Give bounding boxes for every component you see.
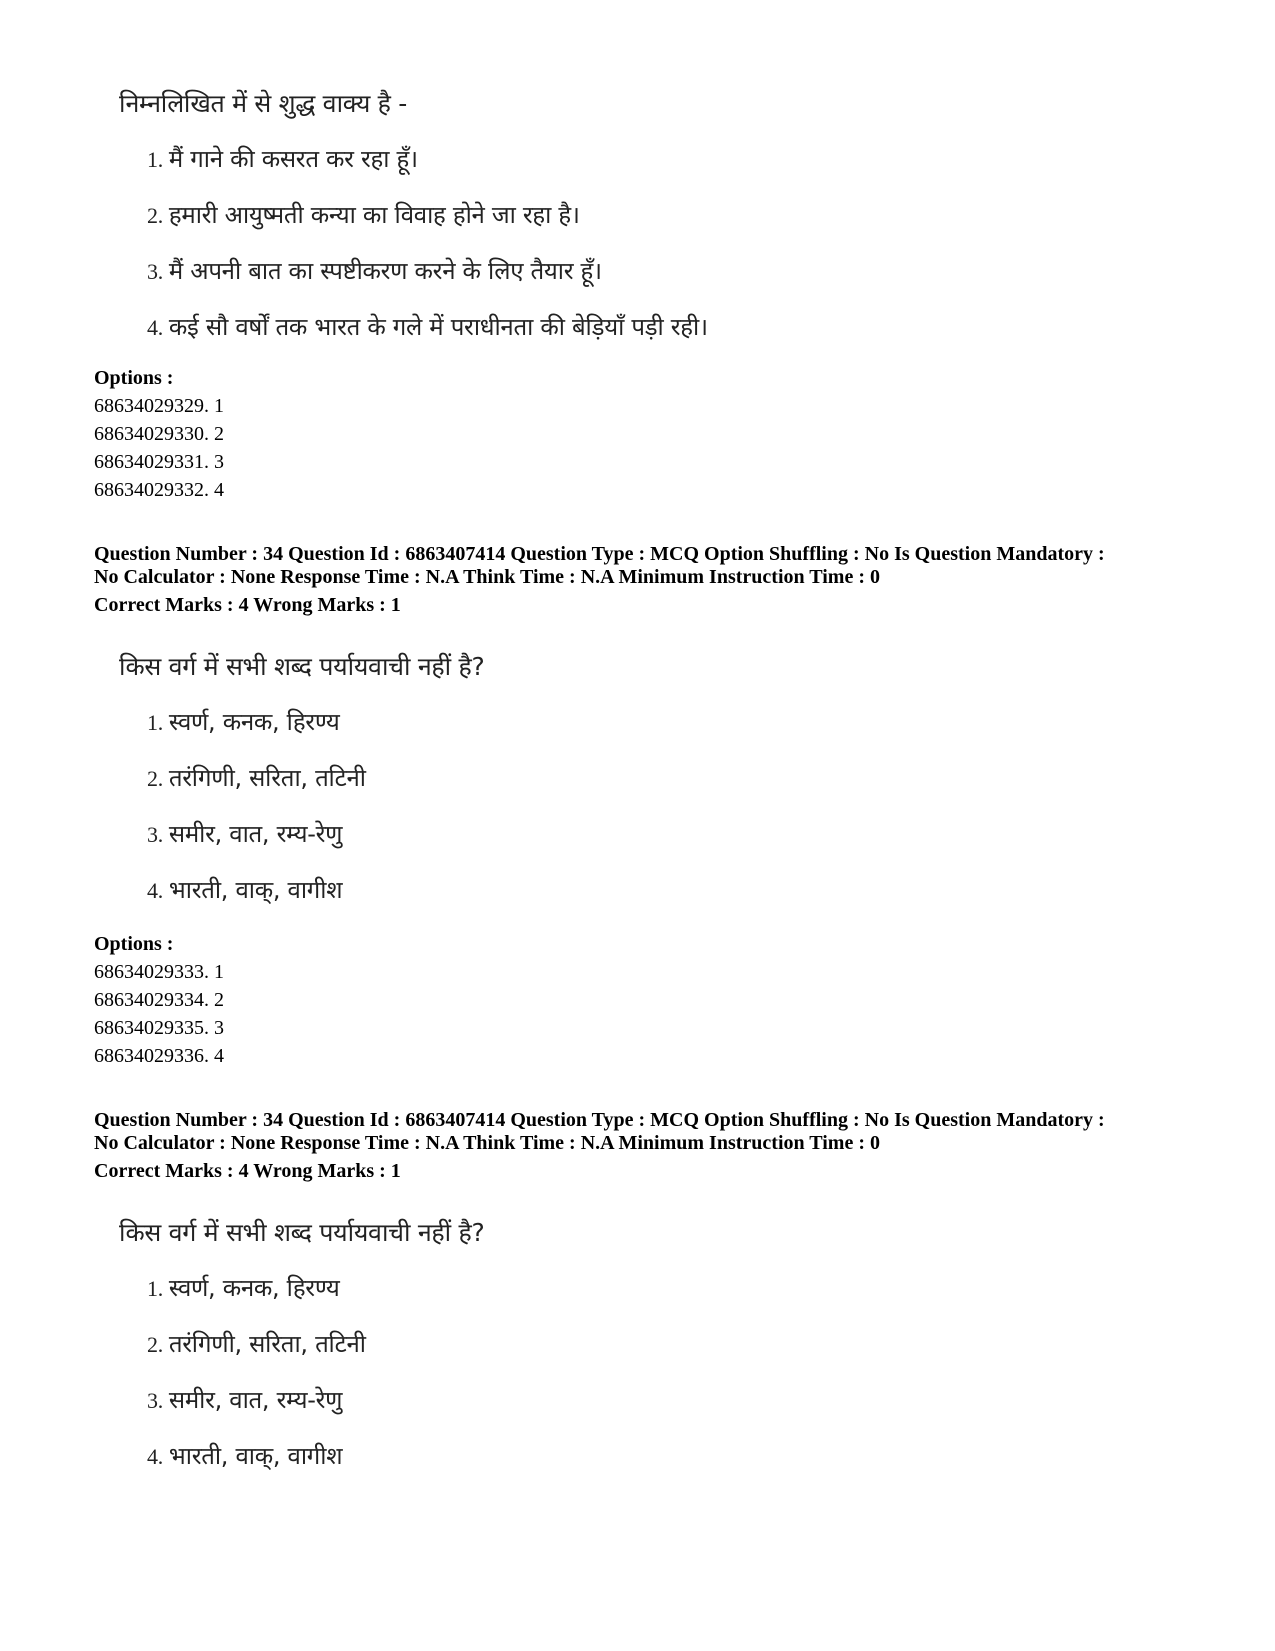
- option-line: 68634029330. 2: [94, 423, 224, 445]
- statement-number: 1.: [147, 147, 163, 172]
- choice-number: 1.: [147, 1276, 163, 1301]
- choice-number: 3.: [147, 822, 163, 847]
- choice-number: 1.: [147, 710, 163, 735]
- choice-text: स्वर्ण, कनक, हिरण्य: [168, 1274, 340, 1302]
- option-line: 68634029331. 3: [94, 451, 224, 473]
- choice-item: [147, 873, 342, 906]
- option-line: 68634029329. 1: [94, 395, 224, 417]
- choice-item: [147, 1327, 366, 1360]
- question-marks: Correct Marks : 4 Wrong Marks : 1: [94, 594, 401, 616]
- statement-item: [147, 310, 708, 343]
- question-meta-line: Question Number : 34 Question Id : 6863407414 Question Type : MCQ Option Shuffling : No Is Question Mandatory :: [94, 1109, 1105, 1131]
- choice-item: [147, 761, 366, 794]
- choice-item: [147, 1439, 342, 1472]
- statement-number: 3.: [147, 259, 163, 284]
- statement-text: कई सौ वर्षों तक भारत के गले में पराधीनता की बेड़ियाँ पड़ी रही।: [168, 313, 708, 341]
- choice-item: [147, 817, 342, 850]
- choice-text: समीर, वात, रम्य-रेणु: [168, 1386, 343, 1414]
- option-line: 68634029332. 4: [94, 479, 224, 501]
- choice-text: स्वर्ण, कनक, हिरण्य: [168, 708, 340, 736]
- question-text: किस वर्ग में सभी शब्द पर्यायवाची नहीं है?: [119, 652, 485, 681]
- choice-text: भारती, वाक्, वागीश: [168, 876, 343, 904]
- choice-item: [147, 1271, 340, 1304]
- question-text: किस वर्ग में सभी शब्द पर्यायवाची नहीं है?: [119, 1218, 485, 1247]
- statement-text: मैं अपनी बात का स्पष्टीकरण करने के लिए तैयार हूँ।: [168, 257, 602, 285]
- choice-text: तरंगिणी, सरिता, तटिनी: [168, 764, 366, 792]
- choice-number: 2.: [147, 1332, 163, 1357]
- choice-number: 4.: [147, 878, 163, 903]
- option-line: 68634029334. 2: [94, 989, 224, 1011]
- question-meta-line: Question Number : 34 Question Id : 6863407414 Question Type : MCQ Option Shuffling : No Is Question Mandatory :: [94, 543, 1105, 565]
- options-label: Options :: [94, 933, 174, 955]
- choice-text: तरंगिणी, सरिता, तटिनी: [168, 1330, 366, 1358]
- question-text: निम्नलिखित में से शुद्ध वाक्य है -: [119, 89, 408, 118]
- choice-number: 2.: [147, 766, 163, 791]
- question-meta-line: No Calculator : None Response Time : N.A Think Time : N.A Minimum Instruction Time : 0: [94, 566, 880, 588]
- choice-item: [147, 1383, 342, 1416]
- choice-number: 4.: [147, 1444, 163, 1469]
- choice-number: 3.: [147, 1388, 163, 1413]
- statement-item: [147, 198, 580, 231]
- statement-text: हमारी आयुष्मती कन्या का विवाह होने जा रहा है।: [168, 201, 580, 229]
- statement-item: [147, 142, 418, 175]
- statement-number: 2.: [147, 203, 163, 228]
- choice-item: [147, 705, 340, 738]
- choice-text: समीर, वात, रम्य-रेणु: [168, 820, 343, 848]
- option-line: 68634029336. 4: [94, 1045, 224, 1067]
- question-marks: Correct Marks : 4 Wrong Marks : 1: [94, 1160, 401, 1182]
- statement-item: [147, 254, 602, 287]
- statement-number: 4.: [147, 315, 163, 340]
- options-label: Options :: [94, 367, 174, 389]
- question-meta-line: No Calculator : None Response Time : N.A Think Time : N.A Minimum Instruction Time : 0: [94, 1132, 880, 1154]
- option-line: 68634029333. 1: [94, 961, 224, 983]
- option-line: 68634029335. 3: [94, 1017, 224, 1039]
- choice-text: भारती, वाक्, वागीश: [168, 1442, 343, 1470]
- statement-text: मैं गाने की कसरत कर रहा हूँ।: [168, 145, 418, 173]
